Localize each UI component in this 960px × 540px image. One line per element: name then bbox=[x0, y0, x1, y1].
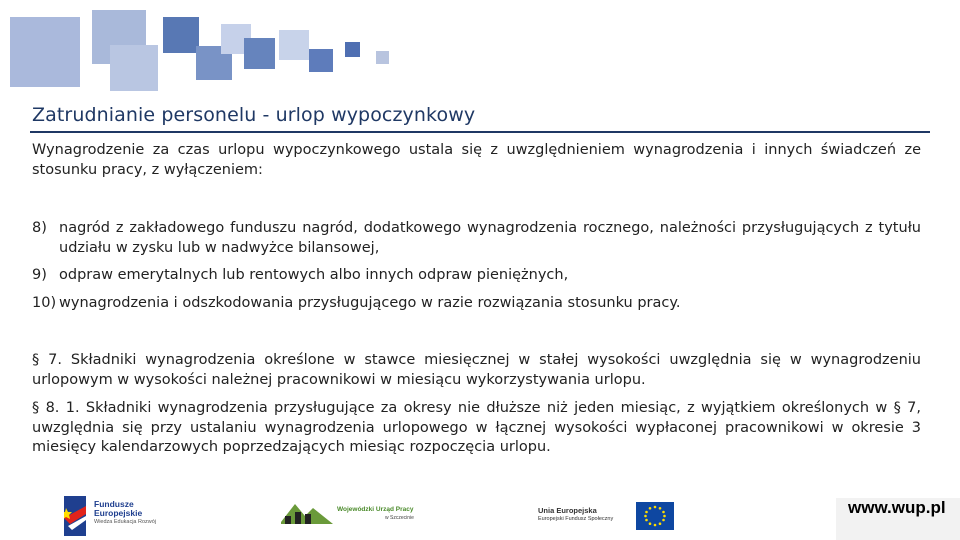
square bbox=[110, 45, 158, 91]
item-text: odpraw emerytalnych lub rentowych albo innych odpraw pieniężnych, bbox=[59, 267, 569, 283]
fundusze-europejskie-logo bbox=[64, 496, 184, 534]
paragraph-7: § 7. Składniki wynagrodzenia określone w stawce miesięcznej w stałej wysokości uwzględnia się w wynagrodzeniu urlopowym w wysokości należnej pracownikowi w miesiącu wykorzystywania urlopu. bbox=[32, 352, 921, 388]
content-body bbox=[32, 141, 921, 458]
square bbox=[279, 30, 309, 60]
square bbox=[244, 38, 275, 69]
fe-line-1: Fundusze bbox=[94, 499, 134, 509]
list-item bbox=[32, 294, 921, 314]
title-divider bbox=[30, 131, 930, 133]
eu-flag-icon bbox=[636, 502, 674, 530]
square bbox=[10, 17, 80, 87]
intro-paragraph: Wynagrodzenie za czas urlopu wypoczynkowego ustala się z uwzględnieniem wynagrodzenia i innych świadczeń ze stosunku pracy, z wyłączeniem: bbox=[32, 142, 921, 178]
list-item bbox=[32, 219, 921, 258]
wup-line-2: w Szczecinie bbox=[385, 515, 414, 521]
ue-line-2: Europejski Fundusz Społeczny bbox=[538, 516, 614, 522]
wup-emblem-icon bbox=[281, 500, 333, 528]
page-title: Zatrudnianie personelu - urlop wypoczynkowy bbox=[32, 104, 476, 126]
item-number: 8) bbox=[32, 220, 47, 236]
fe-emblem-icon bbox=[64, 496, 90, 536]
wup-line-1: Wojewódzki Urząd Pracy bbox=[337, 506, 414, 513]
square bbox=[163, 17, 199, 53]
square bbox=[309, 49, 333, 72]
website-url-box bbox=[836, 498, 960, 540]
item-text: wynagrodzenia i odszkodowania przysługującego w razie rozwiązania stosunku pracy. bbox=[59, 294, 681, 311]
item-number: 10) bbox=[32, 294, 57, 311]
item-number: 9) bbox=[32, 267, 47, 283]
square bbox=[345, 42, 360, 57]
fe-line-3: Wiedza Edukacja Rozwój bbox=[94, 519, 157, 525]
item-text: nagród z zakładowego funduszu nagród, dodatkowego wynagrodzenia rocznego, należności przysługujących z tytułu udziału w zysku lub w nadwyżce bilansowej, bbox=[59, 220, 921, 256]
unia-europejska-logo bbox=[538, 496, 678, 534]
square bbox=[376, 51, 389, 64]
list-item bbox=[32, 266, 921, 286]
wup-logo bbox=[281, 496, 431, 534]
website-url[interactable]: www.wup.pl bbox=[848, 498, 946, 517]
paragraph-8: § 8. 1. Składniki wynagrodzenia przysługujące za okresy nie dłuższe niż jeden miesiąc, z wyjątkiem określonych w § 7, uwzględnia się przy ustalaniu wynagrodzenia urlopowego w łącznej wysokości wypłaconej pracownikowi w okresie 3 miesięcy kalendarzowych poprzedzających miesiąc rozpoczęcia urlopu. bbox=[32, 400, 921, 455]
ue-line-1: Unia Europejska bbox=[538, 506, 597, 515]
fe-line-2: Europejskie bbox=[94, 508, 143, 518]
